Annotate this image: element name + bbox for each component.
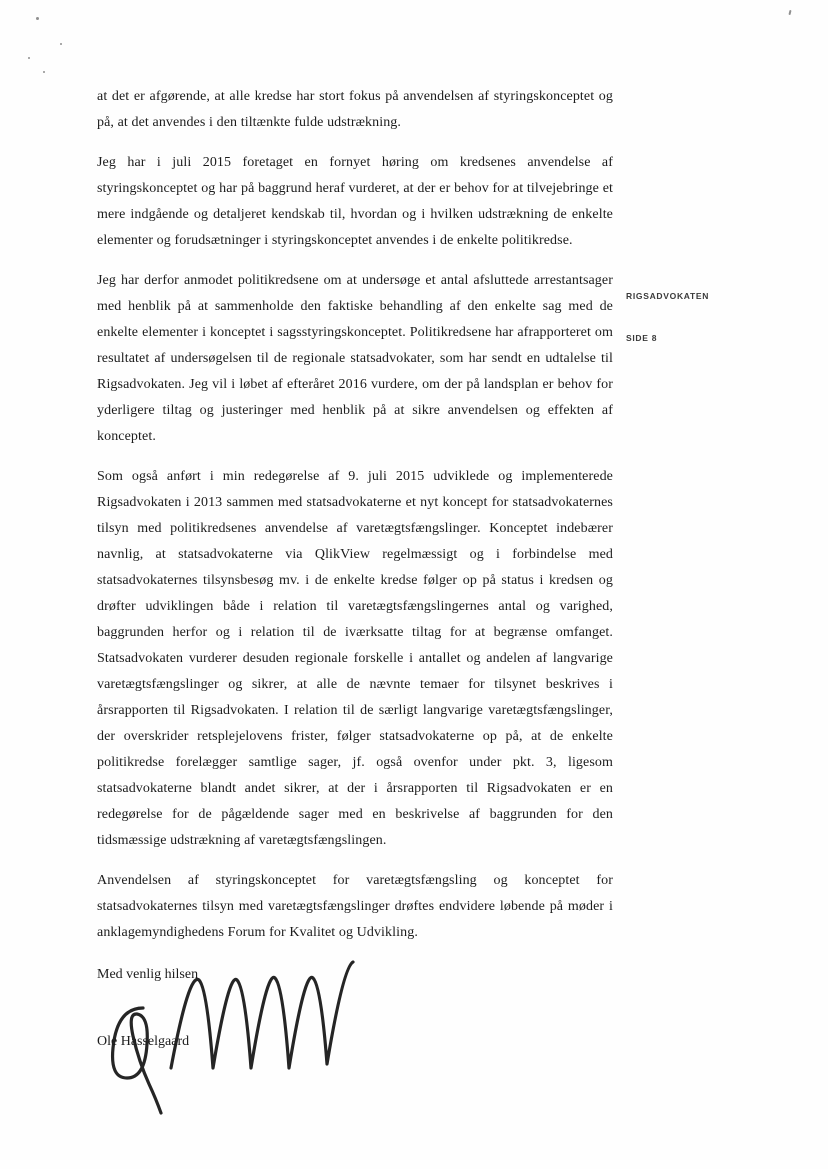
signer-name: Ole Hasselgaard bbox=[97, 1034, 190, 1049]
margin-note bbox=[626, 291, 709, 343]
paragraph: Jeg har i juli 2015 foretaget en fornyet høring om kredsenes anvendelse af styringskonceptet og har på baggrund heraf vurderet, at der er behov for at tilvejebringe et mere indgående og detaljeret kendskab til, hvordan og i hvilken udstrækning de enkelte elementer og forudsætninger i styringskonceptet anvendes i de enkelte politikredse. bbox=[97, 155, 613, 248]
scan-artifact-dot bbox=[788, 10, 791, 15]
signature-area bbox=[97, 962, 613, 1142]
scan-artifact-dot bbox=[43, 71, 45, 73]
scan-artifact-dot bbox=[28, 57, 30, 59]
margin-note-page-number: SIDE 8 bbox=[626, 333, 658, 343]
scan-artifact-dot bbox=[36, 17, 39, 20]
scan-artifact-dot bbox=[60, 43, 62, 45]
paragraph: Som også anført i min redegørelse af 9. juli 2015 udviklede og implementerede Rigsadvokaten i 2013 sammen med statsadvokaterne et nyt koncept for statsadvokaternes tilsyn med politikredsenes anvendelse af varetægtsfængslinger. Konceptet indebærer navnlig, at statsadvokaterne via QlikView regelmæssigt og i forbindelse med statsadvokaternes tilsynsbesøg mv. i de enkelte kredse følger op på status i kredsen og drøfter udviklingen både i relation til varetægtsfængslingernes antal og varighed, baggrunden herfor og i relation til de iværksatte tiltag for at begrænse omfanget. Statsadvokaten vurderer desuden regionale forskelle i antallet og andelen af langvarige varetægtsfængslinger og sikrer, at alle de nævnte temaer for tilsynet beskrives i årsrapporten til Rigsadvokaten. I relation til de særligt langvarige varetægtsfængslinger, der overskrider retsplejelovens frister, følger statsadvokaterne op på, at de enkelte politikredse forelægger samtlige sager, jf. også ovenfor under pkt. 3, ligesom statsadvokaterne blandt andet sikrer, at der i årsrapporten til Rigsadvokaten er en redegørelse for de pågældende sager med en beskrivelse af baggrunden for den tidsmæssige udstrækning af varetægtsfængslingen. bbox=[97, 469, 613, 848]
paragraph: at det er afgørende, at alle kredse har stort fokus på anvendelsen af styringskonceptet og på, at det anvendes i den tiltænkte fulde udstrækning. bbox=[97, 89, 613, 130]
margin-note-organization: RIGSADVOKATEN bbox=[626, 291, 710, 301]
letter-body bbox=[97, 84, 613, 1142]
paragraph: Anvendelsen af styringskonceptet for varetægtsfængsling og konceptet for statsadvokaternes tilsyn med varetægtsfængslinger drøftes endvidere løbende på møder i anklagemyndighedens Forum for Kvalitet og Udvikling. bbox=[97, 873, 613, 940]
closing-salutation: Med venlig hilsen bbox=[97, 967, 199, 982]
paragraph: Jeg har derfor anmodet politikredsene om at undersøge et antal afsluttede arrestantsager med henblik på at sammenholde den faktiske behandling af den enkelte sag med de enkelte elementer i konceptet i sagsstyringskonceptet. Politikredsene har afrapporteret om resultatet af undersøgelsen til de regionale statsadvokater, som har sendt en udtalelse til Rigsadvokaten. Jeg vil i løbet af efteråret 2016 vurdere, om der på landsplan er behov for yderligere tiltag og justeringer med henblik på at sikre anvendelsen og effekten af konceptet. bbox=[97, 273, 613, 444]
